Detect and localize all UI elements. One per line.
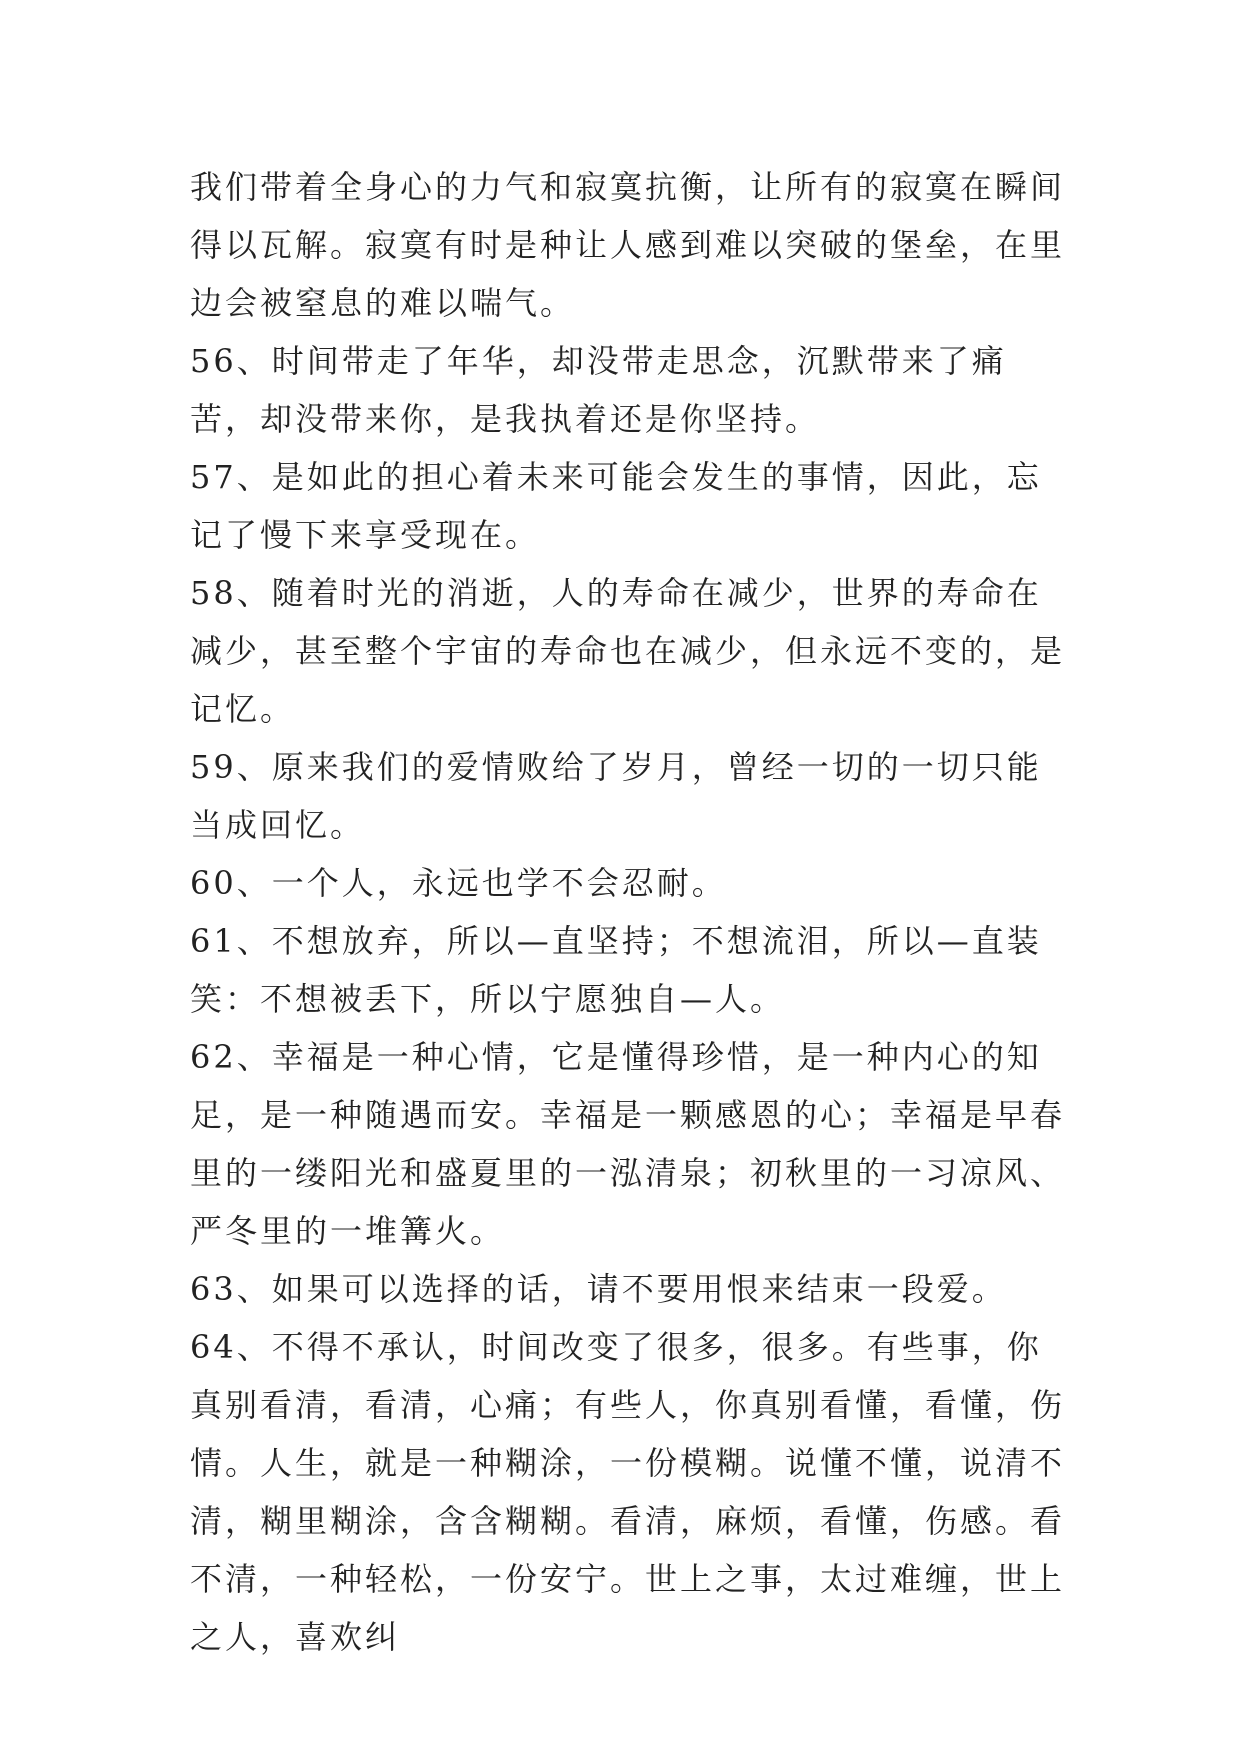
paragraph-64: 64、不得不承认，时间改变了很多，很多。有些事，你真别看清，看清，心痛；有些人，你真别看懂，看懂，伤情。人生，就是一种糊涂，一份模糊。说懂不懂，说清不清，糊里糊涂，含含糊糊。看清，麻烦，看懂，伤感。看不清，一种轻松，一份安宁。世上之事，太过难缠，世上之人，喜欢纠: [190, 1328, 1066, 1656]
paragraph-59: 59、原来我们的爱情败给了岁月，曾经一切的一切只能当成回忆。: [190, 748, 1042, 844]
paragraph-55-continued: 我们带着全身心的力气和寂寞抗衡，让所有的寂寞在瞬间得以瓦解。寂寞有时是种让人感到难以突破的堡垒，在里边会被窒息的难以喘气。: [190, 168, 1066, 322]
paragraph-62: 62、幸福是一种心情，它是懂得珍惜，是一种内心的知足，是一种随遇而安。幸福是一颗感恩的心；幸福是早春里的一缕阳光和盛夏里的一泓清泉；初秋里的一习凉风、严冬里的一堆篝火。: [190, 1038, 1066, 1250]
paragraph-58: 58、随着时光的消逝，人的寿命在减少，世界的寿命在减少，甚至整个宇宙的寿命也在减少，但永远不变的，是记忆。: [190, 574, 1066, 728]
paragraph-57: 57、是如此的担心着未来可能会发生的事情，因此，忘记了慢下来享受现在。: [190, 458, 1042, 554]
paragraph-60: 60、一个人，永远也学不会忍耐。: [190, 864, 727, 902]
paragraph-56: 56、时间带走了年华，却没带走思念，沉默带来了痛苦，却没带来你，是我执着还是你坚持。: [190, 342, 1007, 438]
paragraph-63: 63、如果可以选择的话，请不要用恨来结束一段爱。: [190, 1270, 1007, 1308]
document-body: [190, 158, 1070, 1666]
paragraph-61: 61、不想放弃，所以—直坚持；不想流泪，所以—直装笑：不想被丢下，所以宁愿独自—人。: [190, 922, 1042, 1018]
